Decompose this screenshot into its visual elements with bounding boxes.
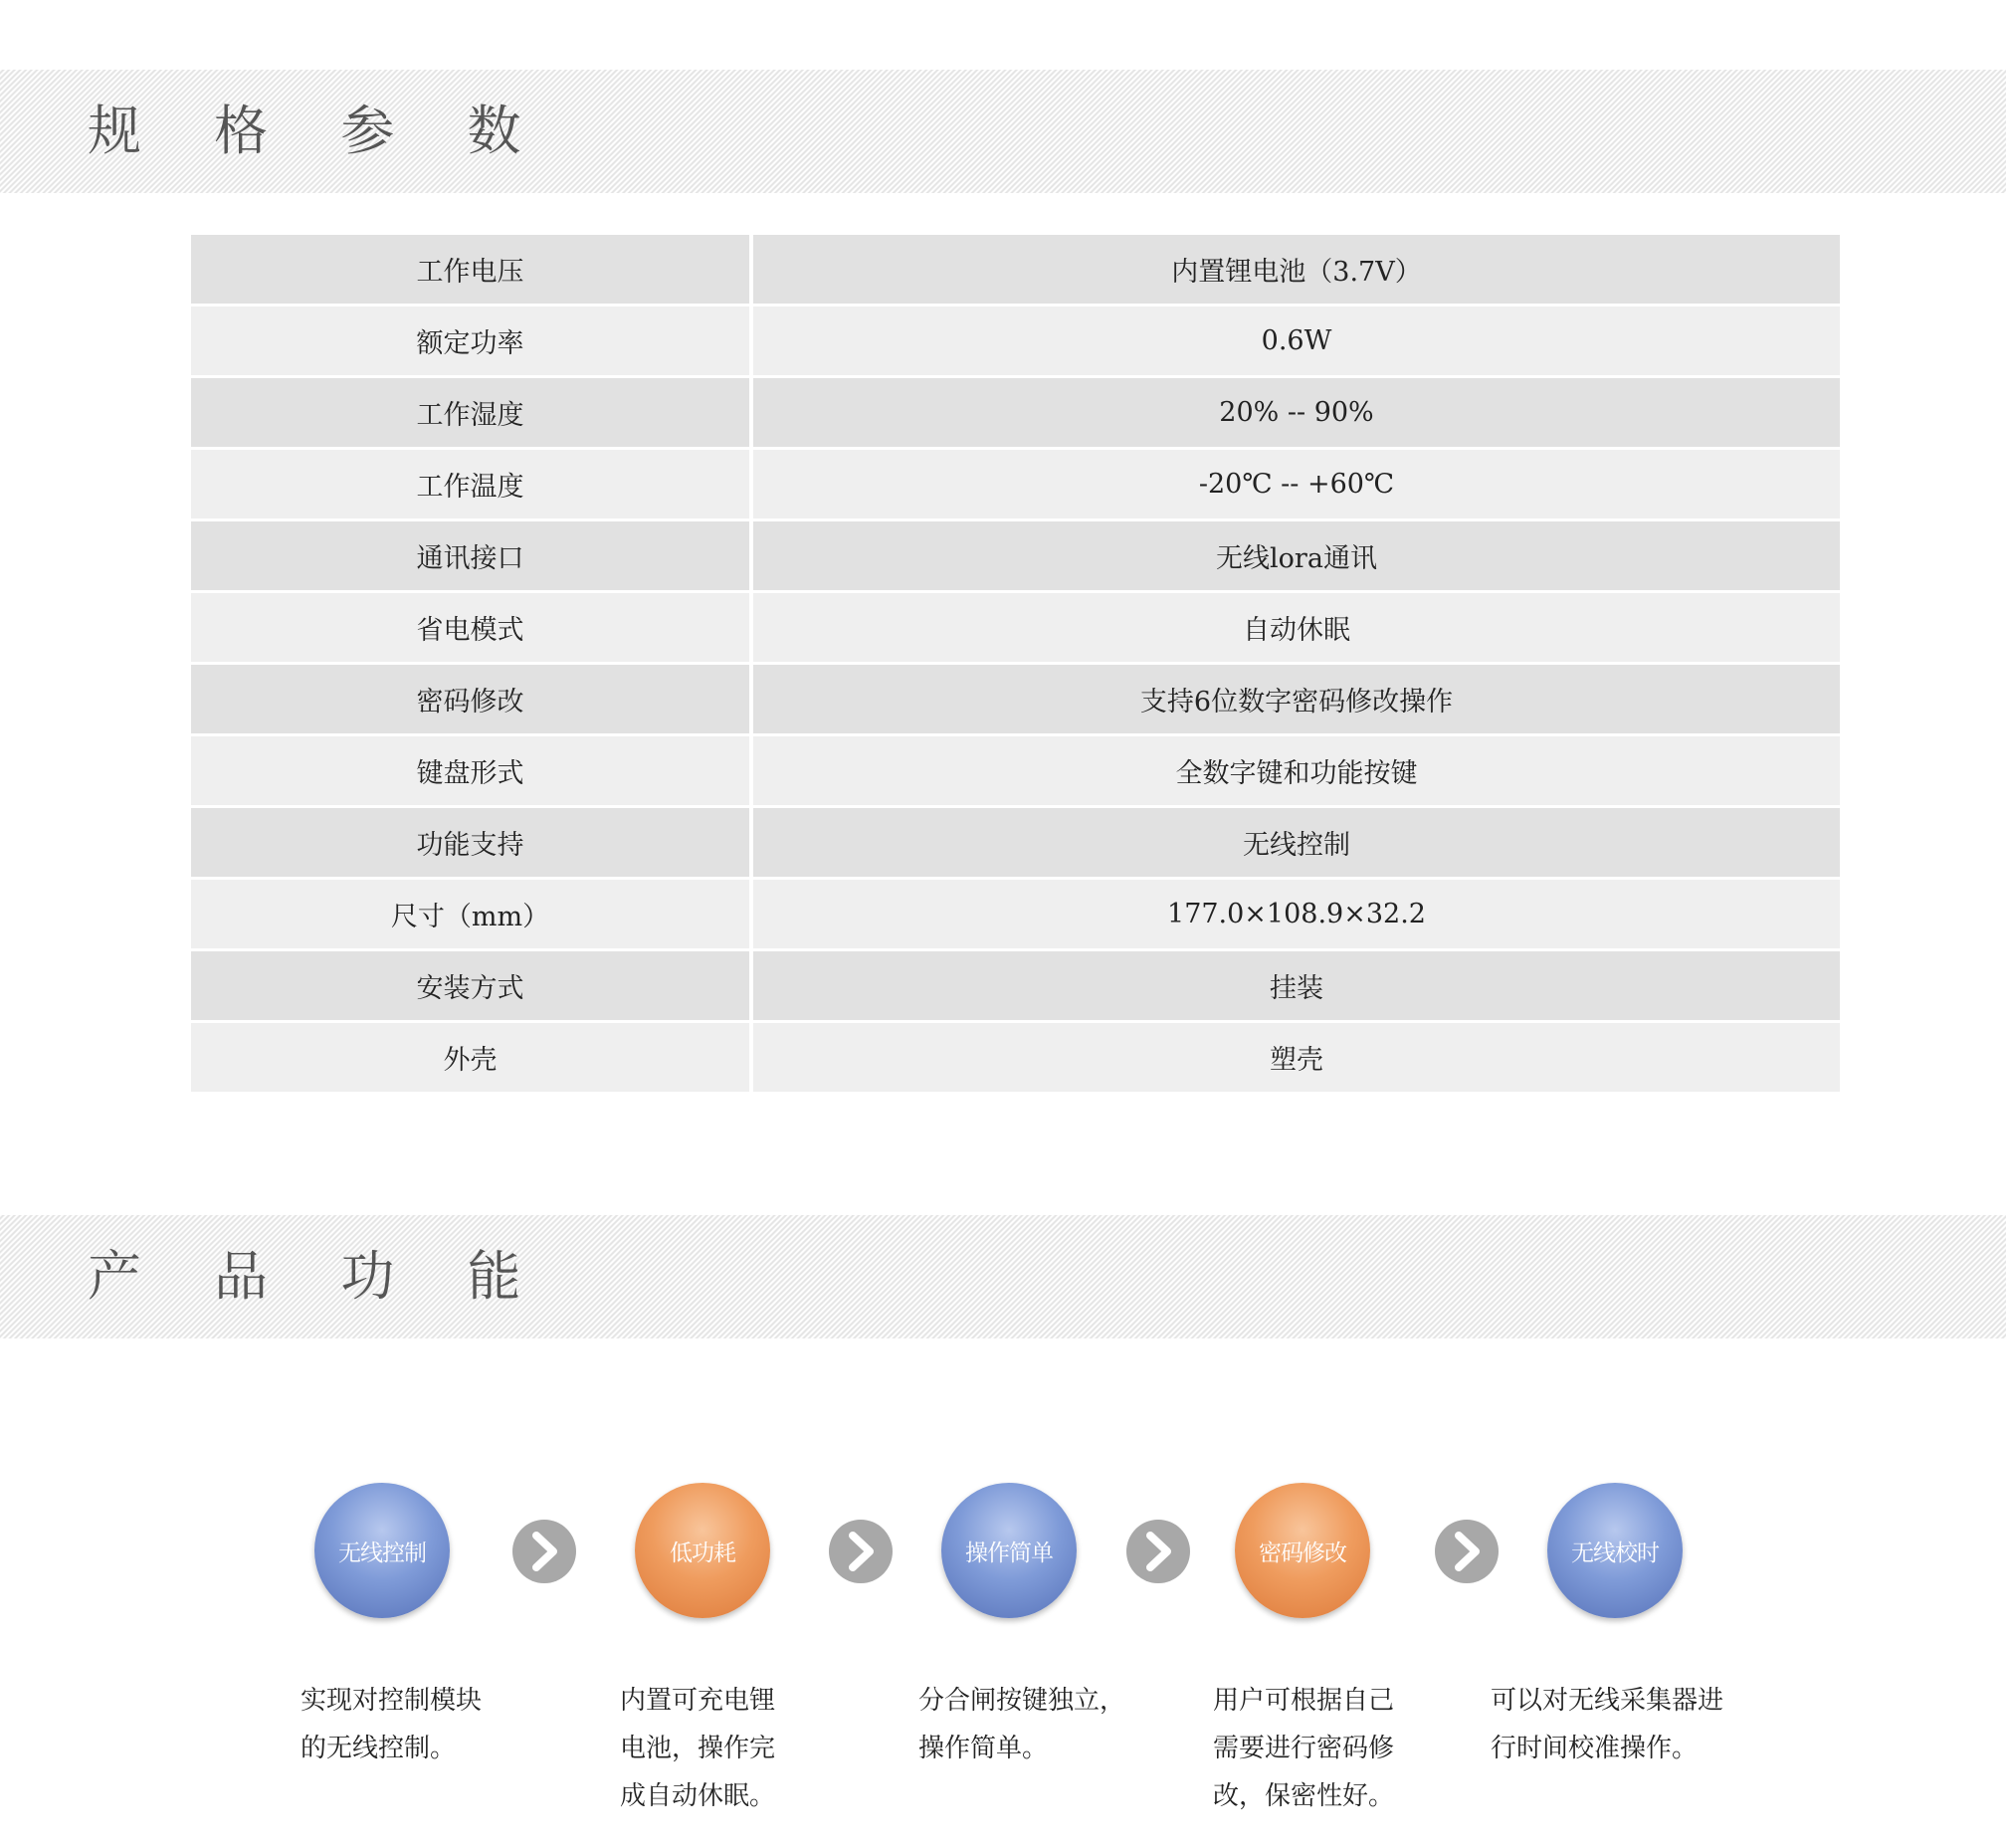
specs-section-title: 规 格 参 数 (88, 100, 549, 162)
feature-description (620, 1677, 775, 1820)
specs-table (191, 235, 1840, 1095)
spec-name-cell: 省电模式 (191, 593, 749, 662)
table-row (191, 951, 1840, 1023)
table-row (191, 1023, 1840, 1095)
feature-circle: 无线校时 (1547, 1483, 1683, 1618)
table-row (191, 307, 1840, 378)
spec-value-cell: -20℃ -- +60℃ (753, 450, 1840, 518)
spec-name-cell: 工作温度 (191, 450, 749, 518)
features-section-title: 产 品 功 能 (88, 1245, 549, 1308)
spec-value-cell: 无线控制 (753, 808, 1840, 877)
table-row (191, 880, 1840, 951)
feature-description-line: 可以对无线采集器进 (1491, 1686, 1724, 1716)
specs-banner (0, 70, 2006, 193)
feature-description-line: 改，保密性好。 (1213, 1781, 1395, 1811)
spec-value-cell: 支持6位数字密码修改操作 (753, 665, 1840, 733)
feature-description-line: 操作简单。 (918, 1734, 1049, 1763)
features-banner (0, 1215, 2006, 1338)
spec-name-cell: 密码修改 (191, 665, 749, 733)
feature-description-line: 实现对控制模块 (301, 1686, 483, 1716)
spec-value-cell: 自动休眠 (753, 593, 1840, 662)
spec-value-cell: 全数字键和功能按键 (753, 736, 1840, 805)
feature-description (918, 1677, 1125, 1772)
feature-description (301, 1677, 482, 1772)
spec-value-cell: 0.6W (753, 307, 1840, 375)
feature-description (1213, 1677, 1394, 1820)
feature-description-line: 内置可充电锂 (620, 1686, 776, 1716)
feature-description-line: 分合闸按键独立， (918, 1686, 1126, 1716)
spec-name-cell: 功能支持 (191, 808, 749, 877)
spec-value-cell: 内置锂电池（3.7V） (753, 235, 1840, 304)
table-row (191, 378, 1840, 450)
table-row (191, 235, 1840, 307)
spec-name-cell: 工作电压 (191, 235, 749, 304)
spec-name-cell: 外壳 (191, 1023, 749, 1092)
chevron-right-circle-icon (1125, 1519, 1191, 1584)
chevron-right-circle-icon (511, 1519, 577, 1584)
spec-name-cell: 额定功率 (191, 307, 749, 375)
feature-description (1491, 1677, 1723, 1772)
feature-description-line: 需要进行密码修 (1213, 1734, 1395, 1763)
feature-circle: 低功耗 (635, 1483, 770, 1618)
features-flow (0, 1473, 2006, 1632)
spec-name-cell: 尺寸（mm） (191, 880, 749, 948)
feature-circle: 密码修改 (1235, 1483, 1370, 1618)
table-row (191, 665, 1840, 736)
feature-circle: 无线控制 (314, 1483, 450, 1618)
spec-value-cell: 177.0×108.9×32.2 (753, 880, 1840, 948)
table-row (191, 736, 1840, 808)
spec-name-cell: 工作湿度 (191, 378, 749, 447)
table-row (191, 521, 1840, 593)
spec-name-cell: 通讯接口 (191, 521, 749, 590)
feature-description-line: 用户可根据自己 (1213, 1686, 1395, 1716)
table-row (191, 450, 1840, 521)
spec-value-cell: 20% -- 90% (753, 378, 1840, 447)
feature-description-line: 行时间校准操作。 (1491, 1734, 1699, 1763)
feature-circle: 操作简单 (941, 1483, 1077, 1618)
feature-description-line: 的无线控制。 (301, 1734, 457, 1763)
spec-value-cell: 无线lora通讯 (753, 521, 1840, 590)
table-row (191, 593, 1840, 665)
feature-description-line: 成自动休眠。 (620, 1781, 776, 1811)
chevron-right-circle-icon (828, 1519, 894, 1584)
chevron-right-circle-icon (1434, 1519, 1500, 1584)
spec-value-cell: 挂装 (753, 951, 1840, 1020)
spec-name-cell: 键盘形式 (191, 736, 749, 805)
feature-description-line: 电池，操作完 (620, 1734, 776, 1763)
spec-name-cell: 安装方式 (191, 951, 749, 1020)
table-row (191, 808, 1840, 880)
spec-value-cell: 塑壳 (753, 1023, 1840, 1092)
